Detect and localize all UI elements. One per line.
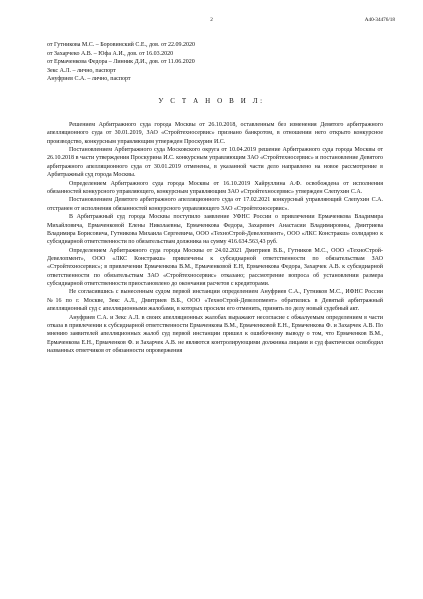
appearance-line: от Гутникова М.С. – Боровинский С.Е., дов. от 22.09.2020 [47, 42, 195, 48]
paragraph: Ануфриев С.А. и Зекс А.Л. в своих апелляционных жалобах выражают несогласие с обжалуемым определением в части отказа в привлечении к субсидиарной ответственности Ермаченкова В.М., Ермаченковой Е.Н., Ермаченкова Ф. и Захарчек А.В. По мнению заявителей апелляционных жалоб суд первой инстанции пришел к ошибочному выводу о том, что Ермаченков В.М., Ермаченкова Е.Н., Ермаченков Ф. и Захарчек А.В. не являются контролирующими должника лицами и суд фактически освободил названных ответчиков от обязанности опровержения [47, 314, 383, 354]
paragraph: В Арбитражный суд города Москвы поступило заявление УФНС России о привлечении Ермаченкова Владимира Михайловича, Ермаченковой Елены Николаевны, Ермаченкова Федора, Захаревич Анастасии Владимировны, Дмитриева Владимира Борисовича, Гутникова Михаила Сергеевича, ООО «ТехноСтрой-Девелопмент», ООО «ЛКС Констракш» солидарно к субсидиарной ответственности по обязательствам должника на сумму 416.634.563,43 руб. [47, 214, 383, 246]
paragraph: Постановлением Арбитражного суда Московского округа от 10.04.2019 решение Арбитражного суда города Москвы от 26.10.2018 в части утверждения Проскурина И.С. конкурсным управляющим ЗАО «Стройтехносервис» и постановление Девятого арбитражного апелляционного суда от 30.01.2019 отменены, в указанной части дело направлено на новое рассмотрение в Арбитражный суд города Москвы. [47, 147, 383, 179]
appearances-list [47, 41, 387, 84]
appearance-line: Ануфриев С.А. – лично, паспорт [47, 76, 131, 83]
case-number: А40-34476/18 [364, 17, 395, 23]
paragraph: Определением Арбитражного суда города Москвы от 24.02.2021 Дмитриев В.Б., Гутников М.С., ООО «ТехноСтрой-Девелопмент», ООО «ЛКС Констракш» привлечены к субсидиарной ответственности по обязательствам ЗАО «Стройтехносервис»; в привлечении Ермаченкова В.М., Ермаченковой Е.Н, Ермаченкова Федора, Захарчек А.В. к субсидиарной ответственности по обязательствам ЗАО «Стройтехносервис» отказано; рассмотрение вопроса об установлении размера субсидиарной ответственности приостановлено до окончания расчетов с кредиторами. [47, 247, 383, 287]
appearance-line: от Захарчеко А.В. – Юфа А.И., дов. от 16.03.2020 [47, 50, 174, 57]
paragraph: Определением Арбитражного суда города Москвы от 16.10.2019 Хайруллина А.Ф. освобождена от исполнения обязанностей конкурсного управляющего, конкурсным управляющим ЗАО «Стройтехносервис» утвержден Слепухин С.А. [47, 180, 383, 195]
section-heading: У С Т А Н О В И Л: [158, 97, 265, 105]
paragraph: Не согласившись с вынесенным судом первой инстанции определением Ануфриев С.А., Гутников М.С., ИФНС России №16 по г. Москве, Зекс А.Л., Дмитриев В.Б., ООО «ТехноСтрой-Девелопмент» обратились в Девятый арбитражный апелляционный суд с апелляционными жалобами, в которых просили его отменить, принять по делу новый судебный акт. [47, 289, 383, 313]
appearance-line: Зекс А.Л. – лично, паспорт [47, 67, 116, 74]
paragraph: Постановлением Девятого арбитражного апелляционного суда от 17.02.2021 конкурсный управляющий Слепухин С.А. отстранен от исполнения обязанностей конкурсного управляющего ЗАО «Стройтехносервис». [47, 197, 383, 212]
appearance-line: от Ермаченкова Федора – Линник Д.И., дов. от 11.06.2020 [47, 59, 195, 66]
paragraph: Решением Арбитражного суда города Москвы от 26.10.2018, оставленным без изменения Девятого арбитражного апелляционного суда от 30.01.2019, ЗАО «Стройтехносервис» признано банкротом, в отношении него открыто конкурсное производство, конкурсным управляющим утвержден Проскурин И.С. [47, 122, 383, 145]
document-body [47, 121, 383, 355]
page-number: 2 [210, 17, 213, 23]
